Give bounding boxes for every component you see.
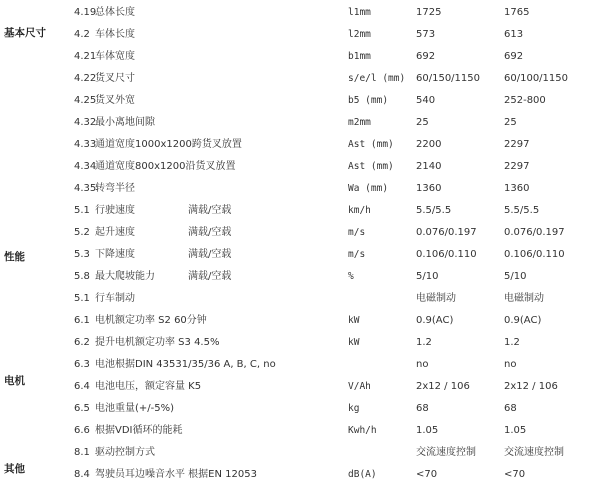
- load-condition: 满载/空载: [188, 227, 232, 238]
- value-model-2: <70: [504, 469, 526, 480]
- item-description: 转弯半径: [95, 183, 135, 194]
- value-model-1: 0.106/0.110: [416, 249, 477, 260]
- unit: Wa (mm): [348, 183, 389, 194]
- value-model-2: 1765: [504, 7, 530, 18]
- unit: Kwh/h: [348, 425, 377, 436]
- item-number: 4.34: [74, 161, 97, 172]
- value-model-2: 交流速度控制: [504, 447, 564, 458]
- value-model-1: <70: [416, 469, 438, 480]
- unit: kW: [348, 337, 360, 348]
- category-label: 性能: [4, 251, 25, 263]
- value-model-1: 0.9(AC): [416, 315, 454, 326]
- item-number: 5.1: [74, 205, 90, 216]
- table-row: [0, 464, 600, 486]
- unit: s/e/l (mm): [348, 73, 406, 84]
- value-model-1: 2140: [416, 161, 442, 172]
- value-model-1: no: [416, 359, 429, 370]
- unit: m/s: [348, 227, 366, 238]
- value-model-1: 2x12 / 106: [416, 381, 470, 392]
- table-row: [0, 244, 600, 266]
- item-description: 提升电机额定功率 S3 4.5%: [95, 337, 220, 348]
- table-row: [0, 156, 600, 178]
- item-number: 5.2: [74, 227, 90, 238]
- table-row: [0, 442, 600, 464]
- table-row: [0, 354, 600, 376]
- unit: m/s: [348, 249, 366, 260]
- unit: V/Ah: [348, 381, 371, 392]
- value-model-1: 60/150/1150: [416, 73, 480, 84]
- load-condition: 满载/空载: [188, 205, 232, 216]
- item-number: 6.1: [74, 315, 90, 326]
- item-number: 4.35: [74, 183, 97, 194]
- item-description: 电机额定功率 S2 60分钟: [95, 315, 207, 326]
- table-row: [0, 68, 600, 90]
- table-row: [0, 200, 600, 222]
- value-model-1: 交流速度控制: [416, 447, 476, 458]
- table-row: [0, 178, 600, 200]
- table-row: [0, 332, 600, 354]
- item-number: 4.25: [74, 95, 97, 106]
- unit: km/h: [348, 205, 371, 216]
- category-label: 电机: [4, 375, 25, 387]
- value-model-2: no: [504, 359, 517, 370]
- table-row: [0, 46, 600, 68]
- table-row: [0, 376, 600, 398]
- item-description: 车体宽度: [95, 51, 135, 62]
- table-row: [0, 2, 600, 24]
- value-model-2: 25: [504, 117, 517, 128]
- value-model-1: 68: [416, 403, 429, 414]
- table-row: [0, 310, 600, 332]
- unit: b1mm: [348, 51, 371, 62]
- unit: dB(A): [348, 469, 377, 480]
- unit: kg: [348, 403, 360, 414]
- item-number: 8.4: [74, 469, 90, 480]
- table-row: [0, 288, 600, 310]
- category-label: 其他: [4, 463, 25, 475]
- item-description: 最大爬坡能力: [95, 271, 155, 282]
- unit: l2mm: [348, 29, 371, 40]
- table-row: [0, 134, 600, 156]
- item-number: 4.2: [74, 29, 90, 40]
- value-model-2: 1.2: [504, 337, 520, 348]
- value-model-2: 2297: [504, 161, 530, 172]
- value-model-2: 2297: [504, 139, 530, 150]
- item-description: 货叉尺寸: [95, 73, 135, 84]
- value-model-1: 0.076/0.197: [416, 227, 477, 238]
- item-description: 下降速度: [95, 249, 135, 260]
- item-number: 6.6: [74, 425, 90, 436]
- value-model-1: 1725: [416, 7, 442, 18]
- unit: %: [348, 271, 354, 282]
- item-description: 通道宽度800x1200沿货叉放置: [95, 161, 236, 172]
- value-model-2: 1.05: [504, 425, 527, 436]
- table-row: [0, 24, 600, 46]
- item-number: 5.3: [74, 249, 90, 260]
- value-model-1: 电磁制动: [416, 293, 456, 304]
- value-model-1: 540: [416, 95, 436, 106]
- table-row: [0, 90, 600, 112]
- category-label: 基本尺寸: [4, 27, 46, 39]
- item-description: 驱动控制方式: [95, 447, 155, 458]
- unit: l1mm: [348, 7, 371, 18]
- unit: m2mm: [348, 117, 371, 128]
- value-model-2: 613: [504, 29, 524, 40]
- item-number: 4.32: [74, 117, 97, 128]
- item-number: 6.3: [74, 359, 90, 370]
- item-description: 最小离地间隙: [95, 117, 155, 128]
- value-model-1: 1.05: [416, 425, 439, 436]
- value-model-1: 692: [416, 51, 436, 62]
- item-description: 电池重量(+/-5%): [95, 403, 175, 414]
- value-model-2: 5.5/5.5: [504, 205, 540, 216]
- item-number: 6.2: [74, 337, 90, 348]
- item-description: 驾驶员耳边噪音水平 根据EN 12053: [95, 469, 257, 480]
- table-row: [0, 112, 600, 134]
- value-model-2: 1360: [504, 183, 530, 194]
- item-number: 8.1: [74, 447, 90, 458]
- value-model-1: 1360: [416, 183, 442, 194]
- value-model-2: 5/10: [504, 271, 527, 282]
- value-model-2: 0.076/0.197: [504, 227, 565, 238]
- item-number: 4.22: [74, 73, 97, 84]
- unit: b5 (mm): [348, 95, 389, 106]
- value-model-1: 25: [416, 117, 429, 128]
- value-model-2: 2x12 / 106: [504, 381, 558, 392]
- value-model-2: 692: [504, 51, 524, 62]
- item-description: 货叉外宽: [95, 95, 135, 106]
- item-description: 起升速度: [95, 227, 135, 238]
- table-row: [0, 222, 600, 244]
- item-description: 行驶速度: [95, 205, 135, 216]
- item-description: 电池根据DIN 43531/35/36 A, B, C, no: [95, 359, 276, 370]
- value-model-2: 252-800: [504, 95, 546, 106]
- item-number: 4.19: [74, 7, 97, 18]
- table-row: [0, 420, 600, 442]
- load-condition: 满载/空载: [188, 249, 232, 260]
- value-model-1: 5.5/5.5: [416, 205, 452, 216]
- value-model-2: 电磁制动: [504, 293, 544, 304]
- unit: Ast (mm): [348, 161, 394, 172]
- item-number: 4.21: [74, 51, 97, 62]
- value-model-1: 1.2: [416, 337, 432, 348]
- item-number: 6.5: [74, 403, 90, 414]
- value-model-1: 573: [416, 29, 436, 40]
- item-number: 6.4: [74, 381, 90, 392]
- value-model-2: 60/100/1150: [504, 73, 568, 84]
- item-description: 行车制动: [95, 293, 135, 304]
- unit: Ast (mm): [348, 139, 394, 150]
- value-model-1: 2200: [416, 139, 442, 150]
- value-model-2: 0.106/0.110: [504, 249, 565, 260]
- table-row: [0, 398, 600, 420]
- item-description: 通道宽度1000x1200跨货叉放置: [95, 139, 242, 150]
- value-model-1: 5/10: [416, 271, 439, 282]
- item-number: 5.1: [74, 293, 90, 304]
- item-description: 根据VDI循环的能耗: [95, 425, 183, 436]
- item-description: 车体长度: [95, 29, 135, 40]
- value-model-2: 68: [504, 403, 517, 414]
- table-row: [0, 266, 600, 288]
- load-condition: 满载/空载: [188, 271, 232, 282]
- item-description: 总体长度: [95, 7, 135, 18]
- item-number: 5.8: [74, 271, 90, 282]
- item-description: 电池电压，额定容量 K5: [95, 381, 202, 392]
- item-number: 4.33: [74, 139, 97, 150]
- value-model-2: 0.9(AC): [504, 315, 542, 326]
- unit: kW: [348, 315, 360, 326]
